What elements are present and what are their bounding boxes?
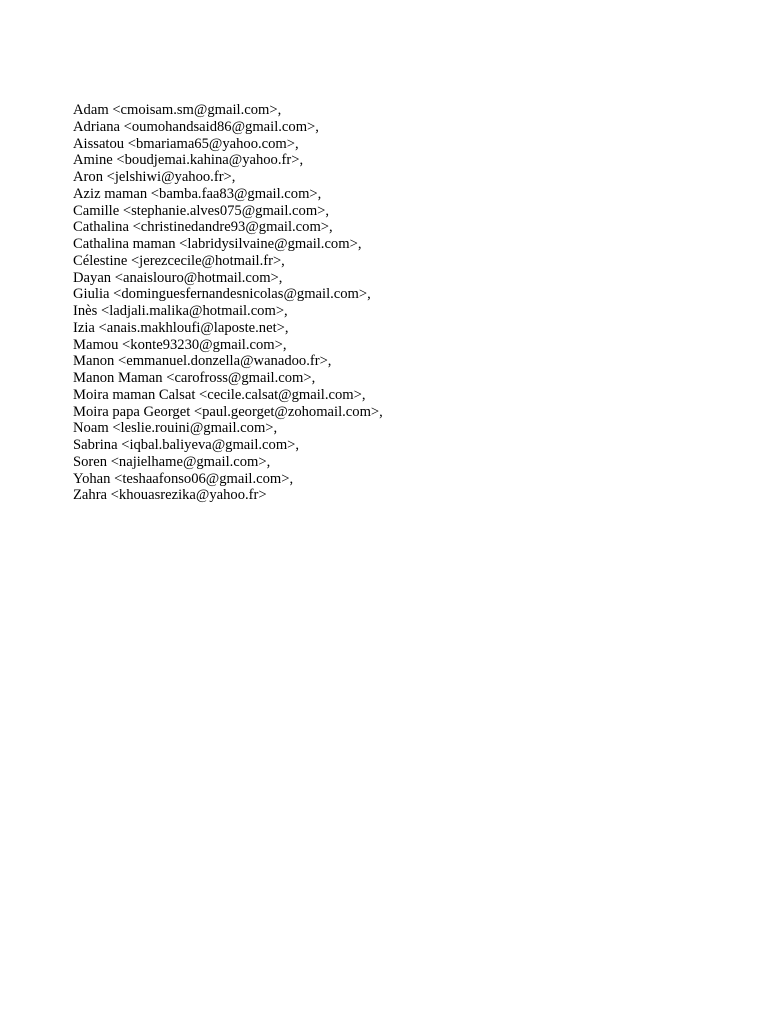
contact-line: Adriana <oumohandsaid86@gmail.com>, xyxy=(73,118,319,135)
contact-list xyxy=(73,102,383,504)
contact-line: Inès <ladjali.malika@hotmail.com>, xyxy=(73,303,288,319)
contact-line: Aissatou <bmariama65@yahoo.com>, xyxy=(73,135,299,152)
contact-line: Adam <cmoisam.sm@gmail.com>, xyxy=(73,102,282,118)
contact-line: Giulia <dominguesfernandesnicolas@gmail.com>, xyxy=(73,286,371,303)
contact-line: Izia <anais.makhloufi@laposte.net>, xyxy=(73,319,289,336)
contact-line: Manon Maman <carofross@gmail.com>, xyxy=(73,370,316,386)
contact-line: Aziz maman <bamba.faa83@gmail.com>, xyxy=(73,185,322,202)
contact-line: Dayan <anaislouro@hotmail.com>, xyxy=(73,269,283,286)
contact-line: Sabrina <iqbal.baliyeva@gmail.com>, xyxy=(73,437,300,453)
contact-line: Mamou <konte93230@gmail.com>, xyxy=(73,336,287,353)
contact-line: Cathalina maman <labridysilvaine@gmail.com>, xyxy=(73,236,362,252)
contact-line: Célestine <jerezcecile@hotmail.fr>, xyxy=(73,252,285,269)
contact-line: Moira papa Georget <paul.georget@zohomail.com>, xyxy=(73,403,383,420)
contact-line: Noam <leslie.rouini@gmail.com>, xyxy=(73,420,278,437)
contact-line: Aron <jelshiwi@yahoo.fr>, xyxy=(73,169,236,185)
contact-line: Amine <boudjemai.kahina@yahoo.fr>, xyxy=(73,152,304,169)
contact-line: Moira maman Calsat <cecile.calsat@gmail.com>, xyxy=(73,386,366,403)
contact-line: Soren <najielhame@gmail.com>, xyxy=(73,453,271,470)
contact-line: Yohan <teshaafonso06@gmail.com>, xyxy=(73,470,294,487)
contact-line: Cathalina <christinedandre93@gmail.com>, xyxy=(73,219,333,236)
contact-line: Zahra <khouasrezika@yahoo.fr> xyxy=(73,487,267,504)
contact-line: Manon <emmanuel.donzella@wanadoo.fr>, xyxy=(73,353,332,370)
contact-line: Camille <stephanie.alves075@gmail.com>, xyxy=(73,202,330,219)
